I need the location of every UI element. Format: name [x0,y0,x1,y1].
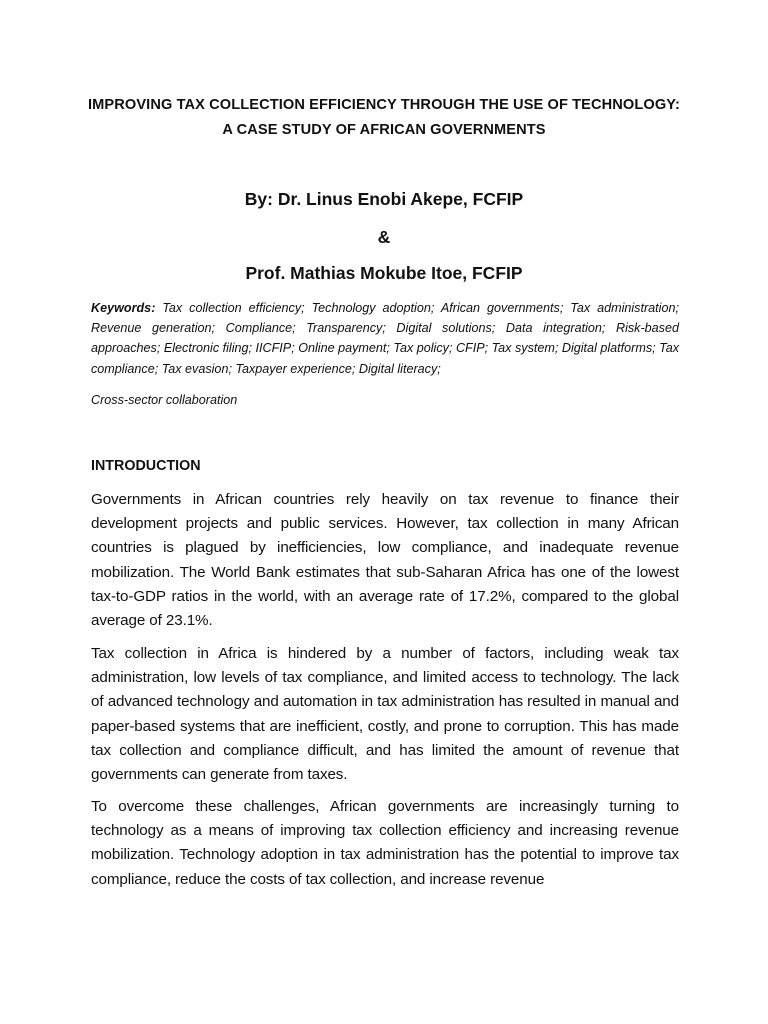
author-primary: By: Dr. Linus Enobi Akepe, FCFIP [244,189,524,209]
body-paragraph: To overcome these challenges, African governments are increasingly turning to technology as a means of improving tax collection efficiency and increasing revenue mobilization. Technology adoption in tax administration has the potential to improve tax compliance, reduce the costs of tax collection, and increase revenue [91,798,679,888]
keywords-block [91,298,679,379]
section-heading-introduction: INTRODUCTION [91,458,201,474]
title-line-2: A CASE STUDY OF AFRICAN GOVERNMENTS [222,122,546,138]
title-line-1: IMPROVING TAX COLLECTION EFFICIENCY THROUGH THE USE OF TECHNOLOGY: [88,97,680,113]
keywords-label: Keywords: [91,301,156,315]
keywords-continued: Cross-sector collaboration [91,393,238,407]
document-title [60,93,708,143]
author-secondary: Prof. Mathias Mokube Itoe, FCFIP [245,263,523,283]
keywords-list: Tax collection efficiency; Technology adoption; African governments; Tax administration; Revenue generation; Compliance; Transparency; Digital solutions; Data integration; Risk-based approaches; Electronic filing; IICFIP; Online payment; Tax policy; CFIP; Tax system; Digital platforms; Tax compliance; Tax evasion; Taxpayer experience; Digital literacy; [91,301,679,376]
author-separator: & [377,227,391,247]
body-paragraph: Governments in African countries rely heavily on tax revenue to finance their development projects and public services. However, tax collection in many African countries is plagued by inefficiencies, low compliance, and inadequate revenue mobilization. The World Bank estimates that sub-Saharan Africa has one of the lowest tax-to-GDP ratios in the world, with an average rate of 17.2%, compared to the global average of 23.1%. [91,491,679,630]
body-paragraph: Tax collection in Africa is hindered by a number of factors, including weak tax administration, low levels of tax compliance, and limited access to technology. The lack of advanced technology and automation in tax administration has resulted in manual and paper-based systems that are inefficient, costly, and prone to corruption. This has made tax collection and compliance difficult, and has limited the amount of revenue that governments can generate from taxes. [91,645,679,784]
